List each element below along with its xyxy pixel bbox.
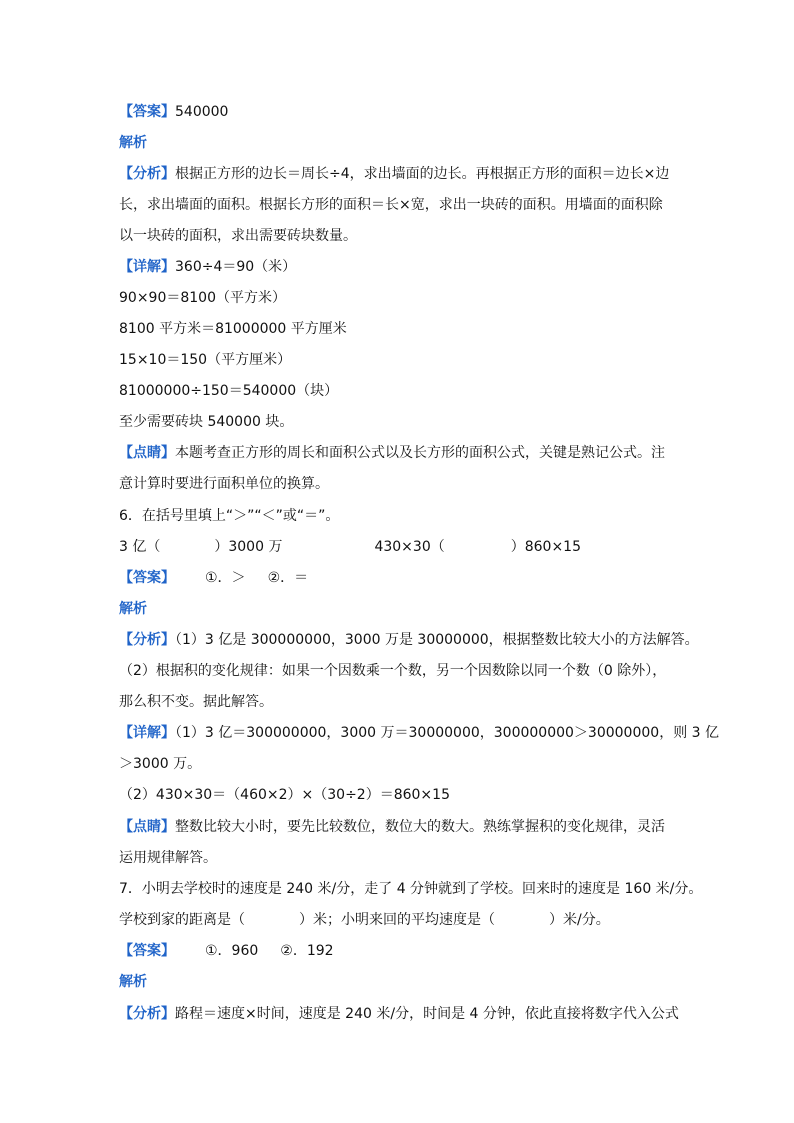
text-line: 那么积不变。据此解答。 <box>119 694 273 710</box>
text-line: 运用规律解答。 <box>119 850 217 866</box>
q6-part-b: ）3000 万 <box>214 539 283 555</box>
fenxi-line <box>119 631 699 649</box>
text-line: ＞3000 万。 <box>119 756 202 772</box>
dianjing-line <box>119 818 665 836</box>
text-line: 15×10＝150（平方厘米） <box>119 352 292 368</box>
fenxi-line <box>119 1005 679 1023</box>
analysis-heading <box>119 600 147 618</box>
xiangjie-text: （1）3 亿＝300000000，3000 万＝30000000，300000000＞30000000，则 3 亿 <box>175 725 719 741</box>
dianjing-text: 本题考查正方形的周长和面积公式以及长方形的面积公式，关键是熟记公式。注 <box>175 445 665 461</box>
fenxi-text: 路程＝速度×时间，速度是 240 米/分，时间是 4 分钟，依此直接将数字代入公式 <box>175 1006 679 1022</box>
fenxi-text: （1）3 亿是 300000000，3000 万是 30000000，根据整数比较大小的方法解答。 <box>175 632 699 648</box>
answer-1: ①．＞ <box>205 570 246 586</box>
answer-line <box>119 569 308 587</box>
text-line: 以一块砖的面积，求出需要砖块数量。 <box>119 228 357 244</box>
dianjing-line <box>119 444 665 462</box>
text-line: 90×90＝8100（平方米） <box>119 290 286 306</box>
xiangjie-line <box>119 258 296 276</box>
analysis-tag: 解析 <box>119 974 147 990</box>
xiangjie-tag: 【详解】 <box>119 725 175 741</box>
answer-2: ②．192 <box>280 943 334 959</box>
text-line: （2）根据积的变化规律：如果一个因数乘一个数，另一个因数除以同一个数（0 除外）， <box>119 663 667 679</box>
dianjing-text: 整数比较大小时，要先比较数位，数位大的数大。熟练掌握积的变化规律，灵活 <box>175 819 665 835</box>
q6-part-d: ）860×15 <box>510 539 582 555</box>
text-line: 至少需要砖块 540000 块。 <box>119 414 294 430</box>
answer-tag: 【答案】 <box>119 943 175 959</box>
fenxi-tag: 【分析】 <box>119 632 175 648</box>
dianjing-tag: 【点睛】 <box>119 819 175 835</box>
q6-part-a: 3 亿（ <box>119 539 161 555</box>
q6-part-c: 430×30（ <box>374 539 445 555</box>
answer-line <box>119 942 334 960</box>
answer-text: 540000 <box>175 104 229 120</box>
fenxi-tag: 【分析】 <box>119 1006 175 1022</box>
text-line: 81000000÷150＝540000（块） <box>119 383 339 399</box>
question-6: 6．在括号里填上“＞”“＜”或“＝”。 <box>119 508 340 524</box>
analysis-tag: 解析 <box>119 135 147 151</box>
text-line: 意计算时要进行面积单位的换算。 <box>119 476 329 492</box>
fenxi-tag: 【分析】 <box>119 166 175 182</box>
analysis-heading <box>119 973 147 991</box>
question-7-blanks <box>119 911 610 929</box>
answer-line <box>119 103 228 121</box>
question-7: 7．小明去学校时的速度是 240 米/分，走了 4 分钟就到了学校。回来时的速度是 160 米/分。 <box>119 881 703 897</box>
text-line: 长，求出墙面的面积。根据长方形的面积＝长×宽，求出一块砖的面积。用墙面的面积除 <box>119 197 663 213</box>
answer-2: ②．＝ <box>267 570 309 586</box>
answer-tag: 【答案】 <box>119 104 175 120</box>
text-line: （2）430×30＝（460×2）×（30÷2）＝860×15 <box>119 787 450 803</box>
xiangjie-text: 360÷4＝90（米） <box>175 259 297 275</box>
xiangjie-line <box>119 724 719 742</box>
analysis-tag: 解析 <box>119 601 147 617</box>
xiangjie-tag: 【详解】 <box>119 259 175 275</box>
q7-part-b: ）米；小明来回的平均速度是（ <box>299 912 495 928</box>
q7-part-c: ）米/分。 <box>549 912 610 928</box>
fenxi-line <box>119 165 669 183</box>
question-6-blanks <box>119 538 581 556</box>
analysis-heading <box>119 134 147 152</box>
answer-tag: 【答案】 <box>119 570 175 586</box>
dianjing-tag: 【点睛】 <box>119 445 175 461</box>
fenxi-text: 根据正方形的边长＝周长÷4，求出墙面的边长。再根据正方形的面积＝边长×边 <box>175 166 670 182</box>
q7-part-a: 学校到家的距离是（ <box>119 912 245 928</box>
text-line: 8100 平方米＝81000000 平方厘米 <box>119 321 347 337</box>
answer-1: ①．960 <box>205 943 259 959</box>
